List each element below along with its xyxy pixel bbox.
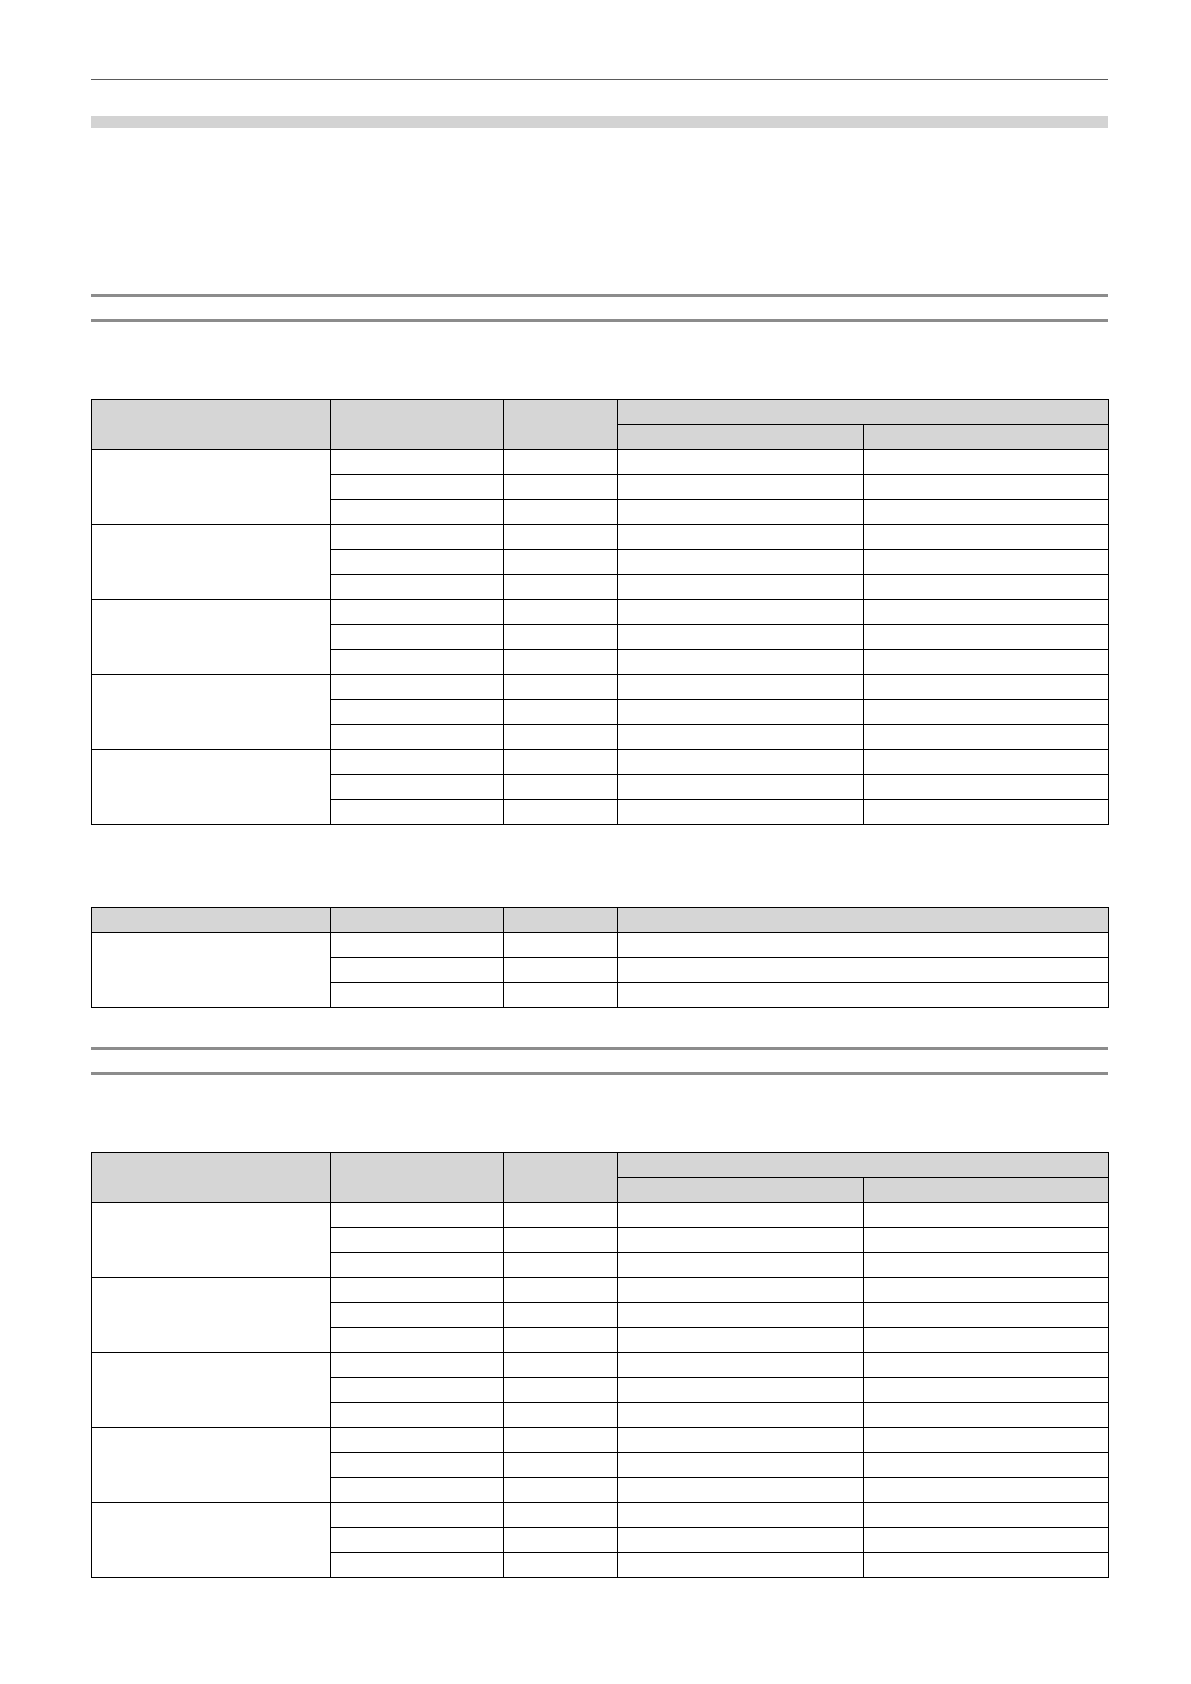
table-cell [618, 650, 864, 675]
table-cell [618, 983, 1109, 1008]
spec-table-1 [91, 399, 1109, 825]
table-cell [504, 983, 618, 1008]
table-cell [331, 1403, 504, 1428]
header-sub2 [864, 1178, 1109, 1203]
table-cell [864, 1253, 1109, 1278]
table-cell [864, 1353, 1109, 1378]
table-cell [864, 1478, 1109, 1503]
group-label-cell [92, 1203, 331, 1278]
section1-title-bar [91, 294, 1108, 322]
group-label-cell [92, 525, 331, 600]
table-cell [331, 575, 504, 600]
table-row [92, 600, 1109, 625]
t2-header-col4 [618, 908, 1109, 933]
table-cell [504, 700, 618, 725]
table-cell [331, 1428, 504, 1453]
table-row [92, 1203, 1109, 1228]
table-cell [331, 1503, 504, 1528]
header-col1 [92, 1153, 331, 1203]
table-cell [864, 575, 1109, 600]
table-cell [864, 725, 1109, 750]
table-cell [331, 1378, 504, 1403]
table-cell [864, 1553, 1109, 1578]
table-cell [504, 1428, 618, 1453]
header-col3 [504, 1153, 618, 1203]
table-cell [331, 958, 504, 983]
table-cell [331, 1203, 504, 1228]
table-cell [331, 1303, 504, 1328]
table-cell [331, 933, 504, 958]
table-cell [864, 1403, 1109, 1428]
table-cell [618, 725, 864, 750]
table-cell [331, 700, 504, 725]
table-cell [864, 525, 1109, 550]
table-cell [618, 475, 864, 500]
table-cell [504, 1453, 618, 1478]
table-cell [504, 1203, 618, 1228]
table-cell [504, 1278, 618, 1303]
table-cell [864, 1453, 1109, 1478]
table1-body [92, 450, 1109, 825]
table-cell [331, 625, 504, 650]
table-cell [618, 1203, 864, 1228]
table-cell [864, 675, 1109, 700]
table-cell [618, 1453, 864, 1478]
table-cell [504, 625, 618, 650]
header-col2 [331, 1153, 504, 1203]
table-cell [618, 933, 1109, 958]
table-cell [864, 625, 1109, 650]
table-cell [618, 675, 864, 700]
group-label-cell [92, 1503, 331, 1578]
table-cell [864, 1203, 1109, 1228]
table-cell [504, 550, 618, 575]
table-cell [864, 650, 1109, 675]
table-cell [618, 575, 864, 600]
table-cell [618, 1353, 864, 1378]
group-label-cell [92, 1278, 331, 1353]
table-cell [504, 1503, 618, 1528]
table-cell [864, 700, 1109, 725]
table-cell [504, 800, 618, 825]
header-sub2 [864, 425, 1109, 450]
group-label-cell [92, 450, 331, 525]
table-cell [331, 550, 504, 575]
table-row [92, 1278, 1109, 1303]
table-row [92, 933, 1109, 958]
table-cell [618, 1303, 864, 1328]
table-row [92, 450, 1109, 475]
table-cell [618, 958, 1109, 983]
table-cell [331, 750, 504, 775]
table-row [92, 1503, 1109, 1528]
table-row [92, 675, 1109, 700]
table-cell [864, 475, 1109, 500]
t2-header-col3 [504, 908, 618, 933]
table-cell [864, 600, 1109, 625]
table-row [92, 525, 1109, 550]
table-row [92, 1428, 1109, 1453]
table-cell [864, 1328, 1109, 1353]
table-cell [618, 550, 864, 575]
group-label-cell [92, 750, 331, 825]
table-cell [504, 675, 618, 700]
table-cell [504, 1228, 618, 1253]
table-cell [504, 475, 618, 500]
group-label-cell [92, 675, 331, 750]
table-cell [331, 1328, 504, 1353]
table-cell [864, 450, 1109, 475]
table-cell [504, 1378, 618, 1403]
table-cell [504, 958, 618, 983]
table-cell [331, 1553, 504, 1578]
section-banner [91, 116, 1108, 128]
table-cell [504, 600, 618, 625]
header-sub1 [618, 1178, 864, 1203]
table-cell [618, 1528, 864, 1553]
table-cell [864, 775, 1109, 800]
table-cell [618, 1328, 864, 1353]
table-cell [504, 933, 618, 958]
table-cell [331, 1528, 504, 1553]
table-cell [864, 1503, 1109, 1528]
table-cell [864, 550, 1109, 575]
header-group [618, 400, 1109, 425]
header-rule [91, 79, 1108, 80]
table-cell [331, 600, 504, 625]
table-cell [618, 775, 864, 800]
spec-table-3 [91, 1152, 1109, 1578]
table-cell [504, 525, 618, 550]
table-cell [331, 775, 504, 800]
table-cell [504, 450, 618, 475]
table-cell [618, 500, 864, 525]
table-cell [331, 1228, 504, 1253]
header-col3 [504, 400, 618, 450]
table-cell [618, 625, 864, 650]
group-label-cell [92, 1428, 331, 1503]
table-cell [331, 525, 504, 550]
table-cell [864, 800, 1109, 825]
table-cell [504, 1403, 618, 1428]
table-cell [618, 1253, 864, 1278]
table-cell [864, 1378, 1109, 1403]
table-cell [331, 1453, 504, 1478]
table-cell [331, 800, 504, 825]
table-cell [504, 500, 618, 525]
table-cell [864, 750, 1109, 775]
table-cell [618, 1228, 864, 1253]
table-cell [331, 1253, 504, 1278]
group-label-cell [92, 933, 331, 1008]
table-cell [504, 750, 618, 775]
t2-header-col2 [331, 908, 504, 933]
table-cell [618, 800, 864, 825]
table-cell [504, 775, 618, 800]
table-cell [504, 575, 618, 600]
table2-body [92, 933, 1109, 1008]
table-cell [331, 650, 504, 675]
table-cell [864, 1228, 1109, 1253]
header-sub1 [618, 425, 864, 450]
table-cell [864, 1428, 1109, 1453]
table-cell [331, 725, 504, 750]
table-cell [331, 983, 504, 1008]
table-row [92, 750, 1109, 775]
table-cell [618, 1553, 864, 1578]
header-col2 [331, 400, 504, 450]
group-label-cell [92, 1353, 331, 1428]
table-cell [504, 725, 618, 750]
table-cell [504, 1303, 618, 1328]
table-row [92, 1353, 1109, 1378]
header-col1 [92, 400, 331, 450]
table-cell [331, 475, 504, 500]
table-cell [618, 600, 864, 625]
table-cell [864, 1528, 1109, 1553]
table-cell [331, 1478, 504, 1503]
table-cell [331, 500, 504, 525]
table-cell [618, 700, 864, 725]
table-cell [618, 1278, 864, 1303]
table-cell [504, 1478, 618, 1503]
table-cell [331, 1278, 504, 1303]
table-cell [504, 1553, 618, 1578]
table-cell [331, 450, 504, 475]
table-cell [618, 1478, 864, 1503]
table3-body [92, 1203, 1109, 1578]
table-cell [864, 500, 1109, 525]
table-cell [618, 525, 864, 550]
section2-title-bar [91, 1047, 1108, 1075]
group-label-cell [92, 600, 331, 675]
table-cell [504, 650, 618, 675]
spec-table-2 [91, 907, 1109, 1008]
table-cell [618, 1503, 864, 1528]
table-cell [864, 1303, 1109, 1328]
table-cell [331, 675, 504, 700]
table-cell [331, 1353, 504, 1378]
table-cell [618, 1378, 864, 1403]
table-cell [504, 1328, 618, 1353]
table-cell [618, 1428, 864, 1453]
table-cell [504, 1353, 618, 1378]
table-cell [618, 750, 864, 775]
header-group [618, 1153, 1109, 1178]
table-cell [504, 1528, 618, 1553]
table-cell [504, 1253, 618, 1278]
table-cell [618, 450, 864, 475]
table-cell [618, 1403, 864, 1428]
t2-header-col1 [92, 908, 331, 933]
table-cell [864, 1278, 1109, 1303]
